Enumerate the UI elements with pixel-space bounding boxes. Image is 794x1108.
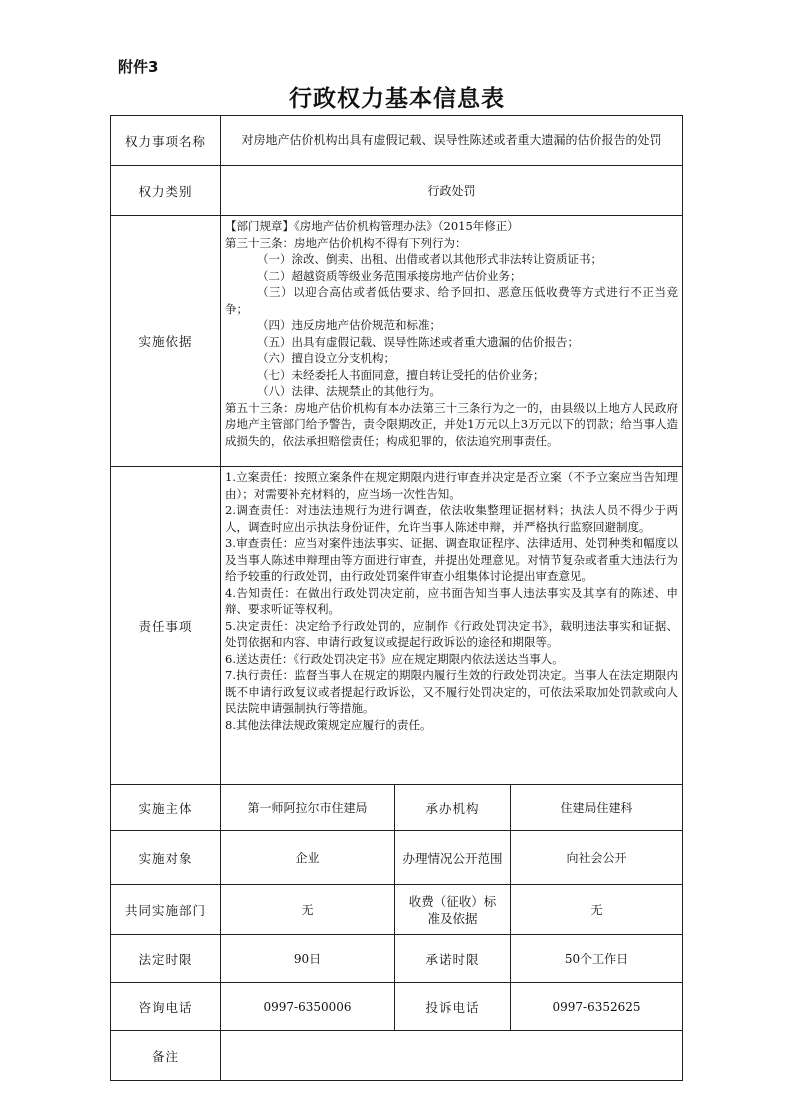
value-handling-unit: 住建局住建科	[511, 785, 683, 831]
label-power-type: 权力类别	[111, 166, 221, 216]
value-promised-limit: 50个工作日	[511, 935, 683, 983]
basis-line: （一）涂改、倒卖、出租、出借或者以其他形式非法转让资质证书；	[257, 252, 602, 266]
responsibility-item: 1.立案责任：按照立案条件在规定期限内进行审查并决定是否立案（不予立案应当告知理由）；对需要补充材料的，应当场一次性告知。	[225, 470, 678, 501]
responsibility-item: 8.其他法律法规政策规定应履行的责任。	[225, 717, 432, 732]
basis-line: （二）超越资质等级业务范围承接房地产估价业务；	[257, 268, 522, 283]
row-remark	[111, 1031, 683, 1081]
row-joint	[111, 885, 683, 935]
row-responsibility	[111, 467, 683, 785]
label-promised-limit: 承诺时限	[395, 935, 511, 983]
value-fee-standard: 无	[511, 885, 683, 935]
label-basis: 实施依据	[111, 216, 221, 467]
value-joint-department: 无	[221, 885, 395, 935]
value-disclosure-scope: 向社会公开	[511, 831, 683, 885]
label-power-name: 权力事项名称	[111, 116, 221, 166]
basis-line: 【部门规章】《房地产估价机构管理办法》（2015年修正）	[225, 219, 519, 233]
label-subject: 实施主体	[111, 785, 221, 831]
basis-line: （三）以迎合高估或者低估要求、给予回扣、恶意压低收费等方式进行不正当竞争；	[225, 285, 678, 316]
value-power-name: 对房地产估价机构出具有虚假记载、误导性陈述或者重大遗漏的估价报告的处罚	[221, 116, 683, 166]
responsibility-item: 4.告知责任：在做出行政处罚决定前，应书面告知当事人违法事实及其享有的陈述、申辩、要求听证等权利。	[225, 585, 678, 616]
row-subject	[111, 785, 683, 831]
row-power-type	[111, 166, 683, 216]
basis-line: （七）未经委托人书面同意，擅自转让受托的估价业务；	[257, 367, 545, 382]
value-power-type: 行政处罚	[221, 166, 683, 216]
label-joint-department: 共同实施部门	[111, 885, 221, 935]
label-object: 实施对象	[111, 831, 221, 885]
row-phone	[111, 983, 683, 1031]
basis-line: 第三十三条：房地产估价机构不得有下列行为：	[225, 235, 467, 250]
row-power-name	[111, 116, 683, 166]
basis-line: 第五十三条：房地产估价机构有本办法第三十三条行为之一的，由县级以上地方人民政府房地产主管部门给予警告，责令限期改正，并处1万元以上3万元以下的罚款；给当事人造成损失的，依法承担赔偿责任；构成犯罪的，依法追究刑事责任。	[225, 400, 678, 448]
label-disclosure-scope: 办理情况公开范围	[395, 831, 511, 885]
value-complaint-phone: 0997-6352625	[511, 983, 683, 1031]
label-responsibility: 责任事项	[111, 467, 221, 785]
responsibility-item: 6.送达责任：《行政处罚决定书》应在规定期限内依法送达当事人。	[225, 651, 564, 666]
value-subject: 第一师阿拉尔市住建局	[221, 785, 395, 831]
row-object	[111, 831, 683, 885]
attachment-number: 附件3	[118, 58, 159, 76]
responsibility-item: 7.执行责任：监督当事人在规定的期限内履行生效的行政处罚决定。当事人在法定期限内既不申请行政复议或者提起行政诉讼，又不履行处罚决定的，可依法采取加处罚款或向人民法院申请强制执行等措施。	[225, 668, 678, 715]
row-limit	[111, 935, 683, 983]
label-legal-limit: 法定时限	[111, 935, 221, 983]
basis-line: （五）出具有虚假记载、误导性陈述或者重大遗漏的估价报告；	[257, 334, 579, 349]
row-basis	[111, 216, 683, 467]
responsibility-item: 5.决定责任：决定给予行政处罚的，应制作《行政处罚决定书》，载明违法事实和证据、处罚依据和内容、申请行政复议或提起行政诉讼的途径和期限等。	[225, 618, 678, 649]
label-consult-phone: 咨询电话	[111, 983, 221, 1031]
value-basis	[221, 216, 683, 467]
responsibility-item: 3.审查责任：应当对案件违法事实、证据、调查取证程序、法律适用、处罚种类和幅度以及当事人陈述申辩理由等方面进行审查，并提出处理意见。对情节复杂或者重大违法行为给予较重的行政处罚，由行政处罚案件审查小组集体讨论提出审查意见。	[225, 536, 678, 583]
value-remark	[221, 1031, 683, 1081]
page-title: 行政权力基本信息表	[289, 85, 505, 112]
value-legal-limit: 90日	[221, 935, 395, 983]
label-complaint-phone: 投诉电话	[395, 983, 511, 1031]
basis-line: （六）擅自设立分支机构；	[257, 351, 395, 365]
label-handling-unit: 承办机构	[395, 785, 511, 831]
basis-line: （八）法律、法规禁止的其他行为。	[257, 384, 441, 398]
info-table	[110, 115, 683, 1081]
value-responsibility	[221, 467, 683, 785]
label-fee-standard: 收费（征收）标准及依据	[395, 885, 511, 935]
basis-line: （四）违反房地产估价规范和标准；	[257, 318, 441, 332]
value-object: 企业	[221, 831, 395, 885]
label-remark: 备注	[111, 1031, 221, 1081]
responsibility-item: 2.调查责任：对违法违规行为进行调查，依法收集整理证据材料；执法人员不得少于两人，调查时应出示执法身份证件，允许当事人陈述申辩，并严格执行监察回避制度。	[225, 503, 678, 534]
value-consult-phone: 0997-6350006	[221, 983, 395, 1031]
